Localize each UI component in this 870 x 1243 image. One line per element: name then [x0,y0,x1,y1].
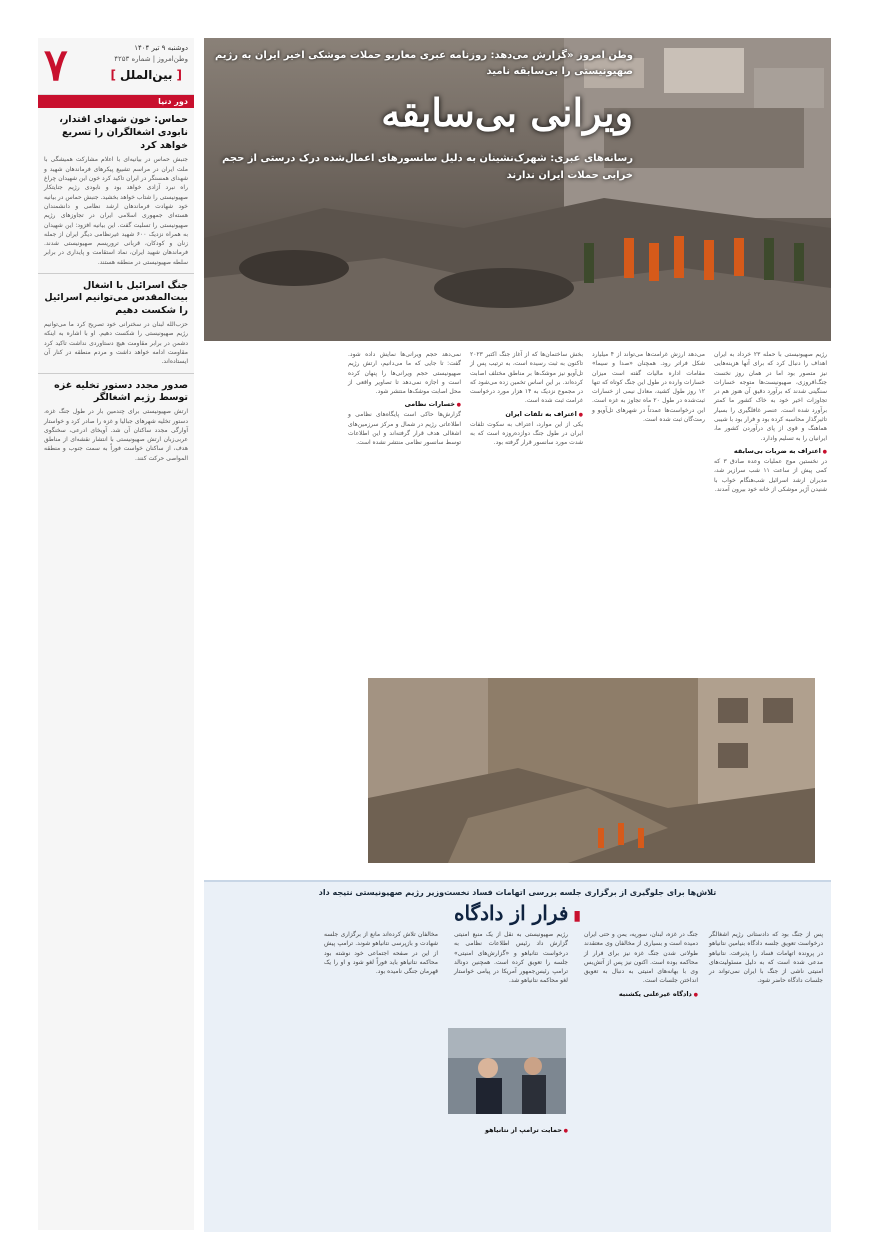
article-subheading: ● اعتراف به ضربات بی‌سابقه [714,447,827,455]
page-number: ۷ [44,40,68,91]
article-text: می‌دهد ارزش غرامت‌ها می‌تواند از ۴ میلیارد شکل فراتر رود. همچنان «صدا و سیما» مقامات اداره مالیات گفته است میزان خسارات وارده در طول این جنگ کوتاه که تنها ۱۲ روز طول کشید، معادل نیمی از خسارات ثبت‌شده در طول ۲۰ ماه تجاوز به غزه است. این درخواست‌ها عمدتاً در شهرهای تل‌آویو و رمت‌گان ثبت شده است. [592,351,706,424]
sidebar-text-1: جنبش حماس در بیانیه‌ای با اعلام مشارکت همیشگی با ملت ایران در مراسم تشییع پیکرهای فرماندهان شهید و شهدای همسنگر در ایران تاکید کرد خون این شهیدان چراغ راه نبرد آزادی خواهد بود و نابودی رژیم جنایتکار صهیونیستی را شتاب خواهد بخشید. جنبش حماس در بیانیه خود شهادت فرماندهان ارشد نظامی و دانشمندان هسته‌ای جمهوری اسلامی ایران در تجاوزهای رژیم صهیونیستی را تسلیت گفت. این بیانیه افزود: این شهیدان به همراه نزدیک ۶۰۰ شهید غیرنظامی دیگر ایران از جمله زنان و کودکان، قربانی تروریسم صهیونیستی شدند. فرماندهان شهید ایران، نماد استقامت و پایداری در برابر سلطه صهیونیستی در منطقه هستند. [44,156,188,266]
feature-text: مخالفان تلاش کرده‌اند مانع از برگزاری جلسه شهادت و بازپرسی نتانیاهو شوند. ترامپ پیش از این در صفحه اجتماعی خود نوشته بود محاکمه نتانیاهو باید فوراً لغو شود و او را یک قهرمان جنگی نامیده بود. [324,931,438,976]
sidebar-column [38,38,194,1230]
feature-column-2 [584,930,698,1000]
hero-title: ویرانی بی‌سابقه [381,90,633,135]
sidebar-text-3: ارتش صهیونیستی برای چندمین بار در طول جنگ غزه، دستور تخلیه شهرهای جبالیا و غزه را صادر کرد و خواستار آوارگی مجدد ساکنان آن شد. آویخای ادرعی، سخنگوی عربی‌زبان ارتش صهیونیستی با انتشار نقشه‌ای از مناطق هدف، از ساکنان خواست فوراً به سمت جنوب و منطقه المواصی حرکت کنند. [44,408,188,462]
article-text: نمی‌دهد حجم ویرانی‌ها نمایش داده شود. گفت: تا جایی که ما می‌دانیم، ارتش رژیم صهیونیستی حجم ویرانی‌ها را پنهان کرده است و اجازه نمی‌دهد تا تصاویر واقعی از محل اصابت موشک‌ها منتشر شود. [348,351,461,396]
sidebar-headline-3: صدور مجدد دستور تخلیه غزه توسط رژیم اشغالگر [38,373,194,408]
article-text: یکی از این موارد، اعتراف به سکوت تلفات ایران در طول جنگ دوازده‌روزه است که به شدت مورد سانسور قرار گرفته بود. [470,420,583,447]
feature-text: پس از جنگ بود که دادستانی رژیم اشغالگر درخواست تعویق جلسه دادگاه بنیامین نتانیاهو در پرونده اتهامات فساد را پذیرفت. نتانیاهو مدعی شده است که به دلیل مسئولیت‌های امنیتی ناشی از جنگ با ایران نمی‌تواند در جلسات دادگاه حاضر شود. [709,931,823,985]
feature-column-4 [324,930,438,976]
feature-column-3b [454,1122,568,1136]
hero-subtitle: رسانه‌های عبری: شهرک‌نشینان به دلیل سانسورهای اعمال‌شده درک درستی از حجم خرابی حملات ایران ندارند [222,153,633,181]
damaged-buildings-photo [368,678,815,863]
article-text: در نخستین موج عملیات وعده صادق ۳ که کمی پیش از ساعت ۱۱ شب سرازیر شد، مدیران ارشد اسرائیل شب‌هنگام خواب با شنیدن آژیر موشکی از خانه خود بیرون آمدند. [714,457,827,493]
courtroom-photo [448,1028,566,1114]
feature-text: جنگ در غزه، لبنان، سوریه، یمن و حتی ایران دمیده است و بسیاری از مخالفان وی معتقدند طولانی شدن جنگ غزه نیز برای فرار از محاکمه بوده است. اکنون نیز پس از آتش‌بس وی با بهانه‌های امنیتی به دنبال به تعویق انداختن جلسات است. [584,931,698,985]
article-column-1 [714,350,827,494]
article-text: رژیم صهیونیستی با حمله ۲۳ خرداد به ایران اهداف را دنبال کرد که برای آنها هزینه‌هایی نیز متصور بود اما در همان روز نخست جنگ‌افروزی، صهیونیست‌ها متوجه خسارات سنگینی شدند که برآورد دقیق آن هنوز هم در تجاوزات اخیر خود به خاک کشور ما کمتر برآورد شده است. عنصر غافلگیری را بسیار تاثیرگذار محاسبه کرده بود و فرار بود با شیبی هماهنگ و قوی از پای درآوردن کشور ما، ایرانیان را به تسلیم وادارد. [714,351,827,442]
feature-column-3 [454,930,568,986]
article-subheading: ● خسارات نظامی [348,400,461,408]
issue-number: وطن‌امروز | شماره ۴۲۵۳ [114,55,188,63]
hero-kicker: وطن امروز «گزارش می‌دهد: روزنامه عبری معاریو حملات موشکی اخیر ایران به رژیم صهیونیستی را بی‌سابقه نامید [214,50,633,77]
article-subheading: ● اعتراف به تلفات ایران [470,410,583,418]
section-name: [ بین‌الملل ] [111,68,182,82]
sidebar-headline-2: جنگ اسرائیل با اشغال بیت‌المقدس می‌توانیم اسرائیل را شکست دهیم [38,273,194,320]
article-column-2 [592,350,705,424]
sidebar-headline-1: حماس: خون شهدای اقتدار، نابودی اشغالگران را تسریع خواهد کرد [59,114,188,151]
court-feature-box [204,880,831,1232]
rubble-scene-image [204,38,831,341]
feature-subheading: ● حمایت ترامپ از نتانیاهو [454,1126,568,1134]
feature-column-1 [709,930,823,986]
subsection-bar: دور دنیا [38,95,194,108]
article-column-4 [348,350,461,448]
feature-text: رژیم صهیونیستی به نقل از یک منبع امنیتی گزارش داد رئیس اطلاعات نظامی به درخواست نتانیاهو و «گزارش‌های امنیتی» جلسه را تعویق کرده است. همچنین دونالد ترامپ رئیس‌جمهور آمریکا در پیامی خواستار لغو محاکمه نتانیاهو شد. [454,931,568,985]
issue-date: دوشنبه ۹ تیر ۱۴۰۴ [134,44,188,52]
article-text: گزارش‌ها حاکی است پایگاه‌های نظامی و اطلاعاتی رژیم در شمال و مرکز سرزمین‌های اشغالی هدف قرار گرفته‌اند و این اطلاعات توسط سانسور نظامی منتشر نشده است. [348,411,461,447]
article-text: بخش ساختمان‌ها که از آغاز جنگ اکتبر ۲۰۲۳ تاکنون به ثبت رسیده است، به ترتیب پس از تل‌آویو نیز موشک‌ها بر مناطق مختلف اصابت کرده‌اند. بر این اساس تخمین زده می‌شود که در مجموع نزدیک به ۱۴ هزار مورد درخواست غرامت ثبت شده است. [470,351,584,405]
main-article [204,344,831,864]
hero-photo [204,38,831,341]
feature-kicker: تلاش‌ها برای جلوگیری از برگزاری جلسه بررسی اتهامات فساد نخست‌وزیر رژیم صهیونیستی نتیجه داد [318,888,717,897]
sidebar-text-2: حزب‌الله لبنان در سخنرانی خود تصریح کرد ما می‌توانیم رژیم صهیونیستی را شکست دهیم. او با اشاره به اینکه دشمن در برابر مقاومت هیچ دستاوردی نداشت تاکید کرد مقاومت ادامه خواهد داشت و مردم منطقه در کنار آن ایستاده‌اند. [44,321,188,366]
feature-title: ▮ فرار از دادگاه [204,901,831,925]
masthead [38,38,194,95]
article-column-3 [470,350,583,448]
feature-subheading: ● دادگاه غیرعلنی یکشنبه [584,990,698,998]
